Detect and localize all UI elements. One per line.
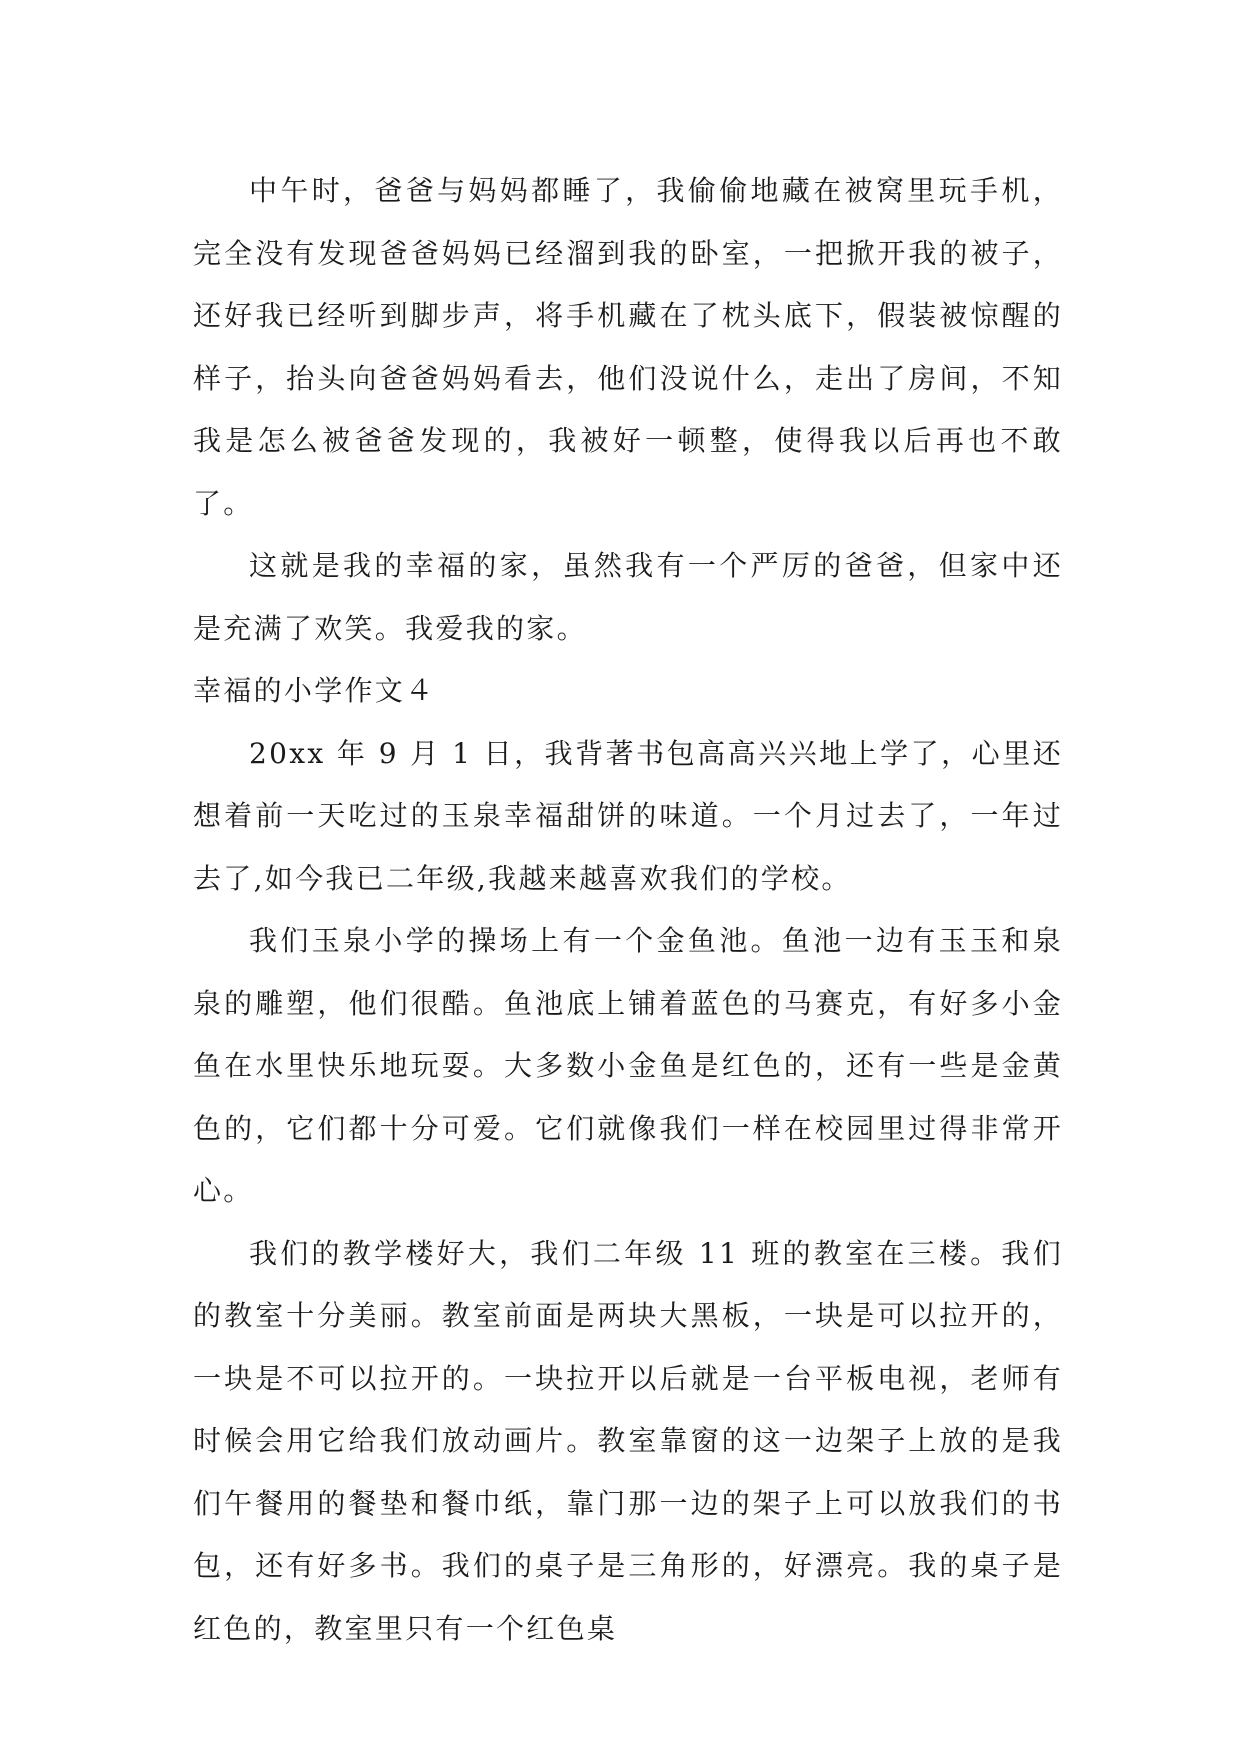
- paragraph-happy-home: 这就是我的幸福的家，虽然我有一个严厉的爸爸，但家中还是充满了欢笑。我爱我的家。: [193, 549, 1063, 645]
- paragraph-nap-phone: 中午时，爸爸与妈妈都睡了，我偷偷地藏在被窝里玩手机，完全没有发现爸爸妈妈已经溜到我的卧室，一把掀开我的被子，还好我已经听到脚步声，将手机藏在了枕头底下，假装被惊醒的样子，抬头向爸爸妈妈看去，他们没说什么，走出了房间，不知我是怎么被爸爸发现的，我被好一顿整，使得我以后再也不敢了。: [193, 174, 1063, 520]
- paragraph-classroom: 我们的教学楼好大，我们二年级 11 班的教室在三楼。我们的教室十分美丽。教室前面是两块大黑板，一块是可以拉开的，一块是不可以拉开的。一块拉开以后就是一台平板电视，老师有时候会用它给我们放动画片。教室靠窗的这一边架子上放的是我们午餐用的餐垫和餐巾纸，靠门那一边的架子上可以放我们的书包，还有好多书。我们的桌子是三角形的，好漂亮。我的桌子是红色的，教室里只有一个红色桌: [193, 1236, 1063, 1645]
- document-body: [193, 160, 1063, 1660]
- paragraph-first-day: 20xx 年 9 月 1 日，我背著书包高高兴兴地上学了，心里还想着前一天吃过的玉泉幸福甜饼的味道。一个月过去了，一年过去了,如今我已二年级,我越来越喜欢我们的学校。: [193, 736, 1063, 895]
- section-title: 幸福的小学作文４: [193, 674, 436, 707]
- paragraph-goldfish-pond: 我们玉泉小学的操场上有一个金鱼池。鱼池一边有玉玉和泉泉的雕塑，他们很酷。鱼池底上铺着蓝色的马赛克，有好多小金鱼在水里快乐地玩耍。大多数小金鱼是红色的，还有一些是金黄色的，它们都十分可爱。它们就像我们一样在校园里过得非常开心。: [193, 924, 1063, 1207]
